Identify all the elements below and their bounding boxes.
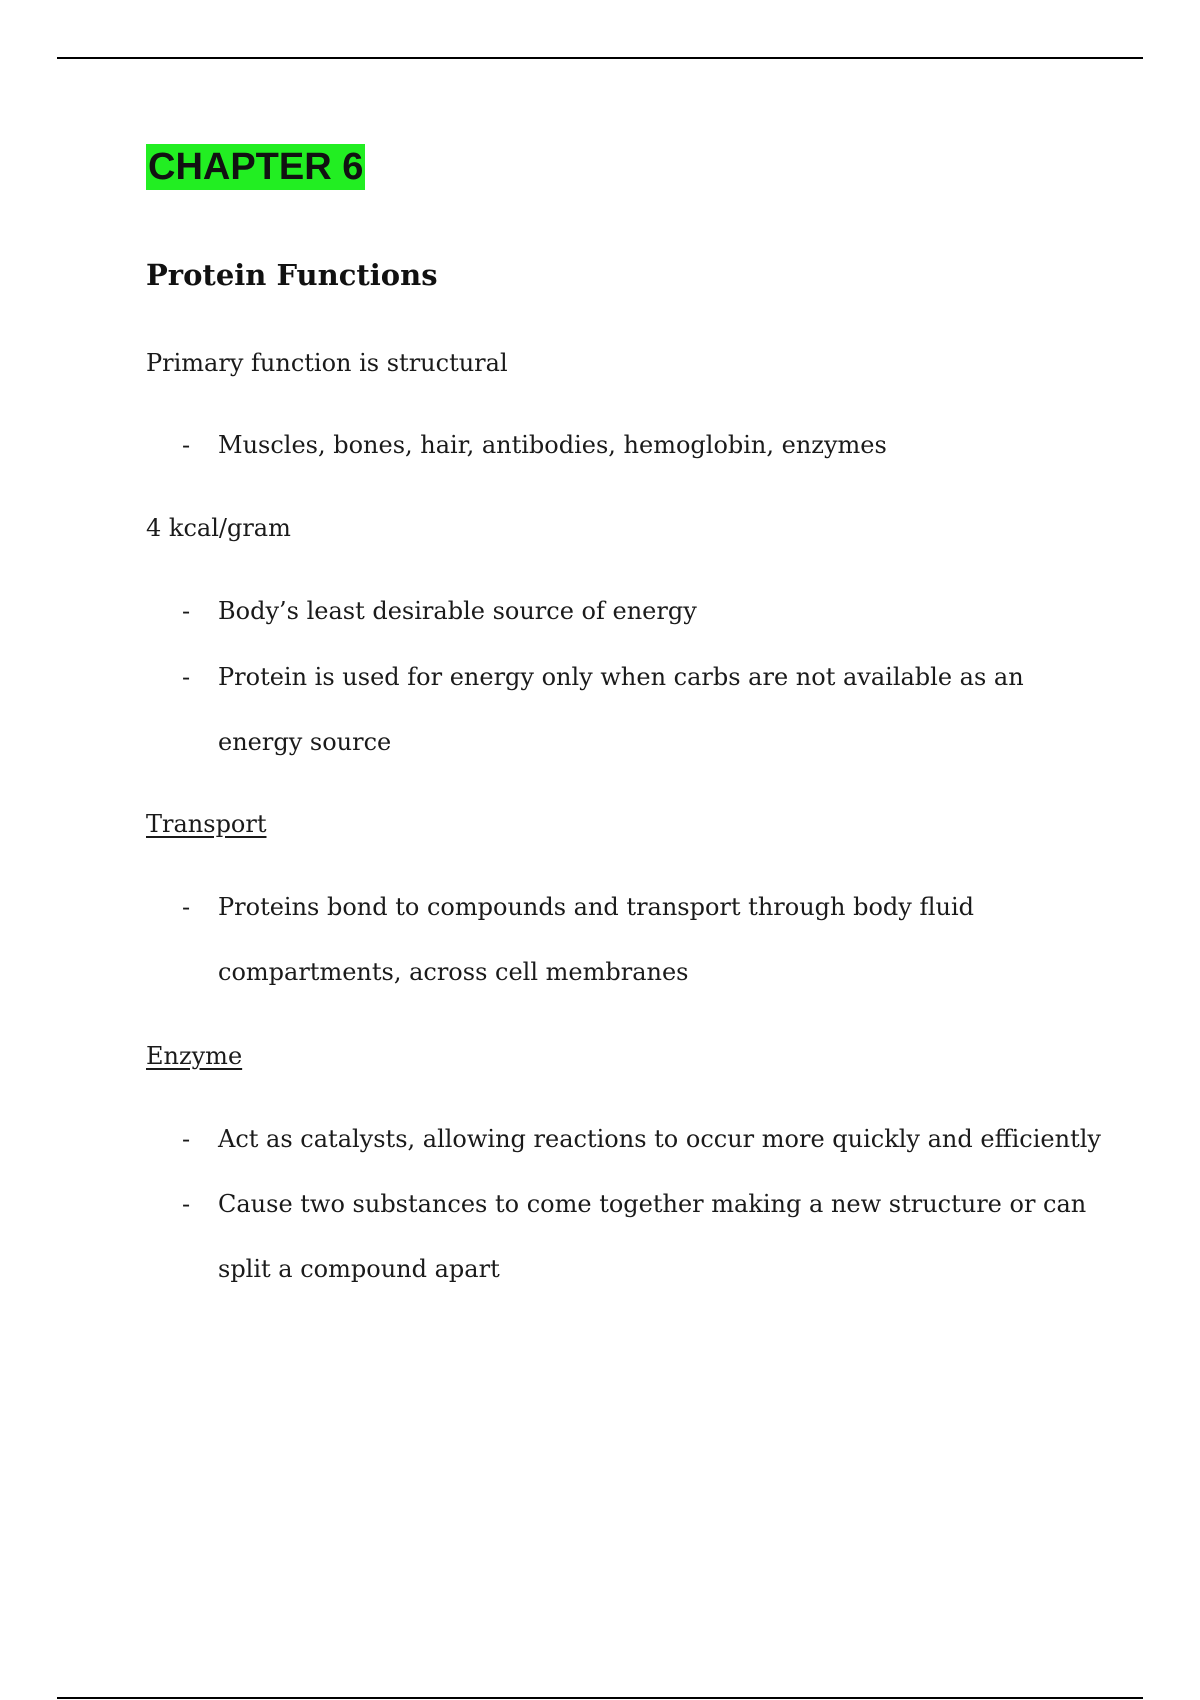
list-item-text: Act as catalysts, allowing reactions to occur more quickly and efficiently [218, 1125, 1101, 1153]
list-item-text: Muscles, bones, hair, antibodies, hemoglobin, enzymes [218, 431, 887, 459]
bullet-dash: - [182, 1190, 191, 1218]
list-item-line: Cause two substances to come together making a new structure or can [218, 1190, 1087, 1218]
list-item-text [218, 662, 1098, 756]
list-item-line: split a compound apart [218, 1255, 500, 1283]
chapter-title: CHAPTER 6 [148, 146, 364, 188]
list-item-text [218, 1189, 1098, 1283]
list-item-line: energy source [218, 728, 392, 756]
bullet-dash: - [182, 431, 191, 459]
transport-heading: Transport [146, 810, 267, 838]
list-item-line: compartments, across cell membranes [218, 958, 689, 986]
document-body [146, 144, 1106, 1283]
bullet-dash: - [182, 663, 191, 691]
bullet-dash: - [182, 1125, 191, 1153]
list-item-text [218, 892, 1098, 986]
list-item-line: Proteins bond to compounds and transport through body fluid [218, 893, 974, 921]
primary-function-text: Primary function is structural [146, 349, 508, 377]
bullet-dash: - [182, 893, 191, 921]
enzyme-heading: Enzyme [146, 1042, 243, 1070]
section-heading: Protein Functions [146, 258, 438, 292]
list-item-text: Body’s least desirable source of energy [218, 597, 697, 625]
top-rule [57, 57, 1143, 59]
energy-value-text: 4 kcal/gram [146, 514, 291, 542]
list-item-line: Protein is used for energy only when carbs are not available as an [218, 663, 1024, 691]
bottom-rule [57, 1697, 1143, 1699]
bullet-dash: - [182, 597, 191, 625]
